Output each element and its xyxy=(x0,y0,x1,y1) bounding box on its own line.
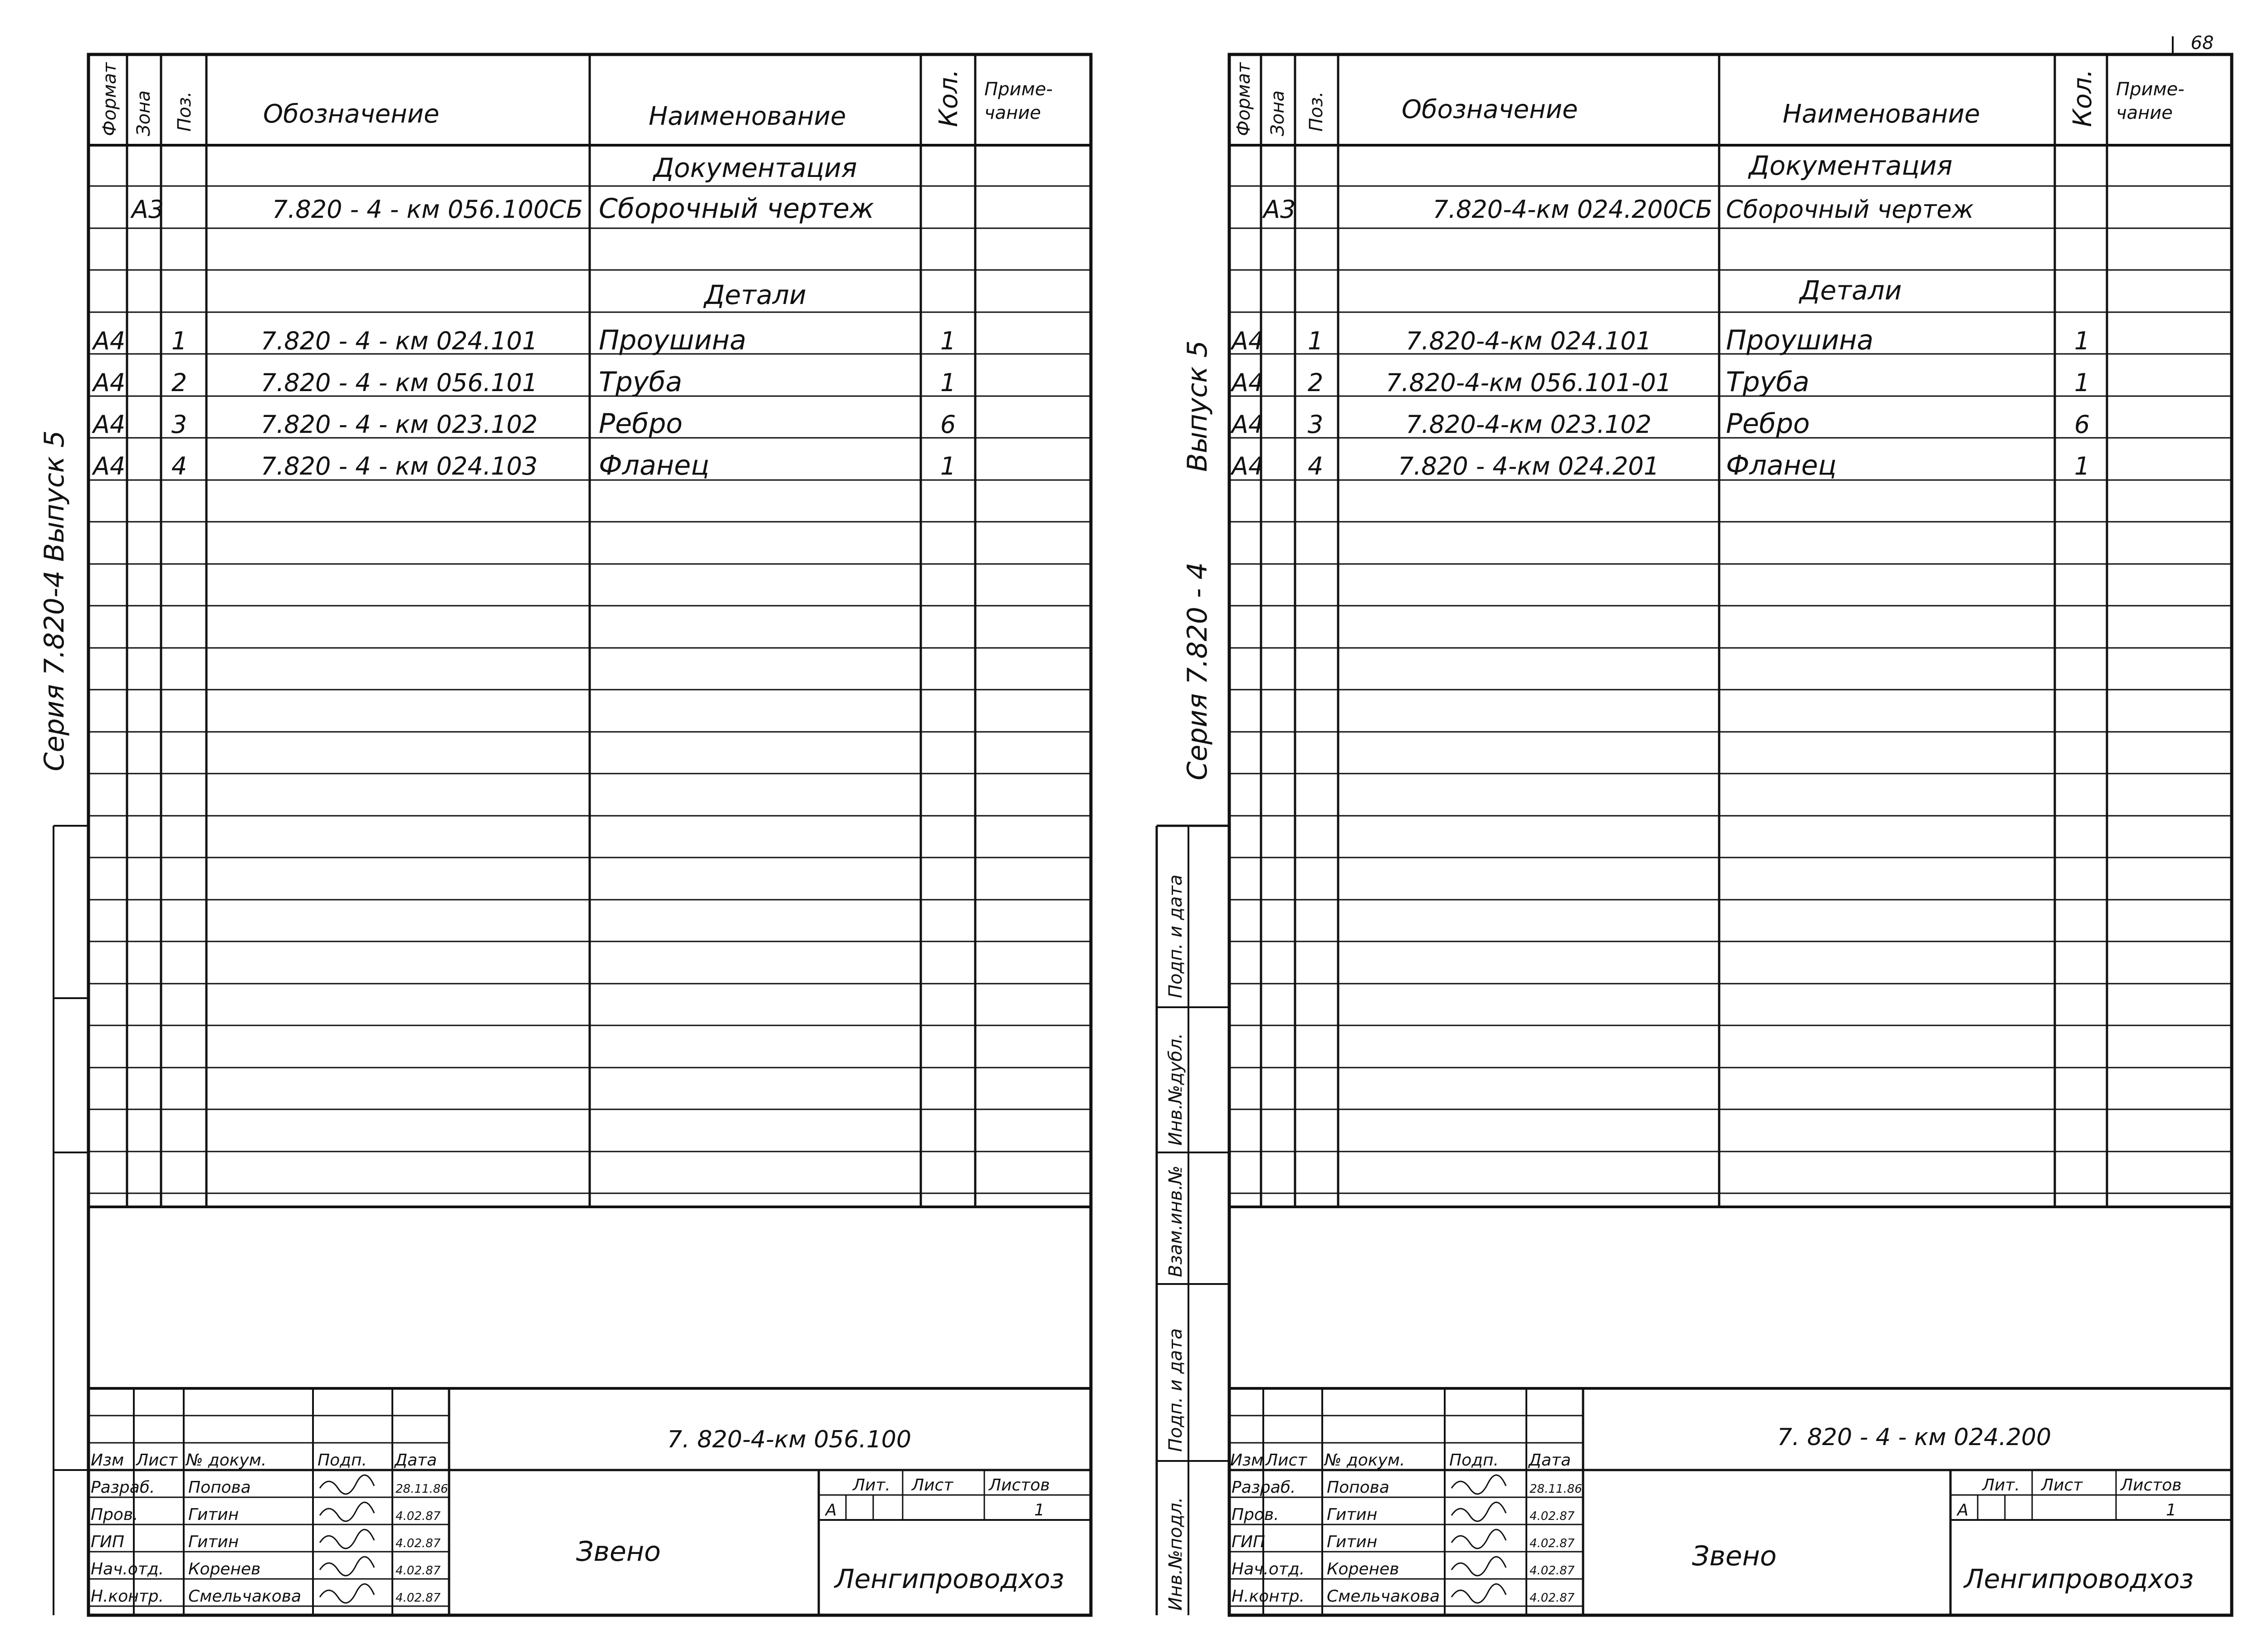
left-tb-lists-label: Листов xyxy=(989,1476,1050,1495)
left-section-details: Детали xyxy=(704,279,807,310)
right-tb-role-2: Пров. xyxy=(1232,1505,1279,1524)
right-row-3-name: Ребро xyxy=(1726,408,1810,440)
left-col-designation: Обозначение xyxy=(263,99,440,129)
left-row-3-format: А4 xyxy=(93,410,126,439)
left-tb-role-2: Пров. xyxy=(91,1505,138,1524)
right-stamp-inv-podl: Инв.№подл. xyxy=(1165,1497,1186,1611)
right-tb-name-2: Гитин xyxy=(1327,1505,1378,1524)
right-col-format: Формат xyxy=(1233,62,1254,136)
right-tb-signature-2 xyxy=(1452,1502,1506,1521)
left-row-2-qty: 1 xyxy=(940,368,956,397)
left-col-qty: Кол. xyxy=(934,69,963,127)
left-tb-people xyxy=(91,1475,448,1606)
right-row-1-pos: 1 xyxy=(1307,327,1324,355)
left-doc-format: А3 xyxy=(132,195,164,224)
left-row-1-qty: 1 xyxy=(940,327,956,355)
right-row-3-designation: 7.820-4-км 023.102 xyxy=(1406,410,1652,439)
right-doc-designation: 7.820-4-км 024.200СБ xyxy=(1432,195,1712,224)
left-side-label: Серия 7.820-4 Выпуск 5 xyxy=(39,430,70,771)
left-tb-signature-2 xyxy=(320,1502,374,1521)
left-tb-list-label: Лист xyxy=(912,1476,953,1495)
left-row-2-name: Труба xyxy=(599,366,683,398)
right-tb-lists-label: Листов xyxy=(2121,1476,2182,1495)
right-row-2-pos: 2 xyxy=(1307,368,1324,397)
right-tb-list-label: Лист xyxy=(2041,1476,2083,1495)
left-tb-izm: Изм xyxy=(91,1451,124,1470)
right-row-1-format: А4 xyxy=(1232,327,1264,355)
right-col-designation: Обозначение xyxy=(1402,95,1578,124)
left-tb-code: 7. 820-4-км 056.100 xyxy=(667,1426,912,1453)
left-row-3-designation: 7.820 - 4 - км 023.102 xyxy=(260,410,538,439)
left-row-1-format: А4 xyxy=(93,327,126,355)
right-doc-format: А3 xyxy=(1263,195,1296,224)
left-tb-name-3: Гитин xyxy=(188,1533,239,1551)
left-row-2-format: А4 xyxy=(93,368,126,397)
left-row-3-pos: 3 xyxy=(171,410,187,439)
left-row-4-name: Фланец xyxy=(599,450,709,481)
left-tb-signature-1 xyxy=(320,1475,374,1494)
left-col-name: Наименование xyxy=(649,102,846,131)
left-sheet xyxy=(54,54,1091,1615)
right-row-1-designation: 7.820-4-км 024.101 xyxy=(1406,327,1652,355)
left-doc-designation: 7.820 - 4 - км 056.100СБ xyxy=(272,195,583,224)
right-tb-izm: Изм xyxy=(1230,1451,1264,1470)
right-row-1-qty: 1 xyxy=(2074,327,2090,355)
right-row-4-format: А4 xyxy=(1232,452,1264,480)
right-col-zone: Зона xyxy=(1267,90,1288,136)
right-tb-role-5: Н.контр. xyxy=(1232,1587,1305,1606)
right-tb-role-4: Нач.отд. xyxy=(1232,1560,1305,1578)
left-tb-lit-label: Лит. xyxy=(853,1476,890,1495)
left-row-4-designation: 7.820 - 4 - км 024.103 xyxy=(260,452,538,480)
left-row-1-pos: 1 xyxy=(171,327,187,355)
left-tb-item-name: Звено xyxy=(576,1536,661,1568)
right-row-3-qty: 6 xyxy=(2074,410,2090,439)
right-tb-list: Лист xyxy=(1266,1451,1307,1470)
right-section-documentation: Документация xyxy=(1749,150,1953,181)
right-tb-name-4: Коренев xyxy=(1327,1560,1399,1578)
left-detail-rows xyxy=(92,324,956,481)
left-tb-org: Ленгипроводхоз xyxy=(835,1563,1065,1594)
right-tb-date-4: 4.02.87 xyxy=(1530,1564,1575,1578)
left-tb-name-5: Смельчакова xyxy=(188,1587,302,1606)
left-row-4-qty: 1 xyxy=(940,452,956,480)
right-col-pos: Поз. xyxy=(1306,91,1327,132)
right-row-4-qty: 1 xyxy=(2074,452,2090,480)
left-tb-sign: Подп. xyxy=(318,1451,367,1470)
left-tb-signature-3 xyxy=(320,1529,374,1549)
right-row-3-format: А4 xyxy=(1232,410,1264,439)
right-stamp-inv-dubl: Инв.№дубл. xyxy=(1165,1033,1186,1146)
left-col-format: Формат xyxy=(99,62,120,136)
left-tb-name-4: Коренев xyxy=(188,1560,261,1578)
right-tb-name-1: Попова xyxy=(1327,1478,1389,1497)
right-row-4-name: Фланец xyxy=(1726,450,1837,481)
right-tb-role-3: ГИП xyxy=(1232,1533,1266,1551)
right-tb-doc: № докум. xyxy=(1325,1451,1405,1470)
right-row-2-qty: 1 xyxy=(2074,368,2090,397)
right-col-name: Наименование xyxy=(1783,99,1980,129)
right-row-4-pos: 4 xyxy=(1307,452,1324,480)
left-row-2-pos: 2 xyxy=(171,368,187,397)
left-tb-role-5: Н.контр. xyxy=(91,1587,164,1606)
left-tb-name-1: Попова xyxy=(188,1478,251,1497)
right-tb-signature-5 xyxy=(1452,1584,1506,1603)
left-tb-date-2: 4.02.87 xyxy=(396,1510,441,1523)
right-stamp-vzam-inv: Взам.инв.№ xyxy=(1165,1165,1186,1277)
right-sheet xyxy=(1157,36,2232,1615)
right-tb-signature-3 xyxy=(1452,1529,1506,1549)
right-tb-lists-value: 1 xyxy=(2166,1501,2176,1519)
left-tb-signature-5 xyxy=(320,1584,374,1603)
page-number: 68 xyxy=(2190,33,2214,54)
left-tb-date-4: 4.02.87 xyxy=(396,1564,441,1578)
left-row-2-designation: 7.820 - 4 - км 056.101 xyxy=(260,368,538,397)
right-stamp-sign-date-1: Подп. и дата xyxy=(1165,874,1186,998)
right-tb-name-5: Смельчакова xyxy=(1327,1587,1440,1606)
right-tb-date-1: 28.11.86 xyxy=(1530,1482,1582,1496)
right-side-series: Серия 7.820 - 4 xyxy=(1182,562,1213,780)
right-tb-people xyxy=(1232,1475,1582,1606)
right-tb-lit-value: А xyxy=(1957,1501,1969,1519)
left-doc-name: Сборочный чертеж xyxy=(599,193,874,225)
right-row-2-format: А4 xyxy=(1232,368,1264,397)
right-side-issue: Выпуск 5 xyxy=(1182,340,1213,472)
left-tb-doc: № докум. xyxy=(186,1451,267,1470)
left-tb-date-1: 28.11.86 xyxy=(396,1482,448,1496)
left-row-1-name: Проушина xyxy=(599,324,747,356)
right-doc-name: Сборочный чертеж xyxy=(1726,195,1974,224)
right-tb-signature-4 xyxy=(1452,1557,1506,1576)
right-tb-name-3: Гитин xyxy=(1327,1533,1378,1551)
right-tb-role-1: Разраб. xyxy=(1232,1478,1296,1497)
left-tb-list: Лист xyxy=(136,1451,178,1470)
right-detail-rows xyxy=(1230,324,2090,481)
right-tb-code: 7. 820 - 4 - км 024.200 xyxy=(1777,1424,2052,1451)
right-row-4-designation: 7.820 - 4-км 024.201 xyxy=(1398,452,1660,480)
right-row-2-designation: 7.820-4-км 056.101-01 xyxy=(1386,368,1672,397)
left-col-pos: Поз. xyxy=(174,91,195,132)
right-tb-signature-1 xyxy=(1452,1475,1506,1494)
left-tb-date-5: 4.02.87 xyxy=(396,1591,441,1605)
right-tb-date-2: 4.02.87 xyxy=(1530,1510,1575,1523)
left-tb-lists-value: 1 xyxy=(1034,1501,1045,1519)
right-section-details: Детали xyxy=(1799,275,1902,306)
right-stamp-sign-date-2: Подп. и дата xyxy=(1165,1328,1186,1452)
left-section-documentation: Документация xyxy=(653,152,857,183)
left-tb-role-3: ГИП xyxy=(91,1533,125,1551)
left-row-4-format: А4 xyxy=(93,452,126,480)
left-col-zone: Зона xyxy=(133,90,154,136)
right-tb-date-3: 4.02.87 xyxy=(1530,1537,1575,1550)
left-row-4-pos: 4 xyxy=(171,452,187,480)
left-row-3-name: Ребро xyxy=(599,408,683,440)
right-row-1-name: Проушина xyxy=(1726,324,1874,356)
right-tb-sign: Подп. xyxy=(1449,1451,1499,1470)
left-tb-role-4: Нач.отд. xyxy=(91,1560,164,1578)
left-tb-date-3: 4.02.87 xyxy=(396,1537,441,1550)
left-tb-signature-4 xyxy=(320,1557,374,1576)
right-tb-org: Ленгипроводхоз xyxy=(1964,1563,2194,1594)
right-tb-lit-label: Лит. xyxy=(1982,1476,2020,1495)
left-row-3-qty: 6 xyxy=(940,410,956,439)
right-row-2-name: Труба xyxy=(1726,366,1810,398)
left-tb-name-2: Гитин xyxy=(188,1505,239,1524)
right-tb-date-5: 4.02.87 xyxy=(1530,1591,1575,1605)
right-tb-item-name: Звено xyxy=(1692,1540,1777,1572)
left-tb-date: Дата xyxy=(395,1451,437,1470)
right-tb-date: Дата xyxy=(1529,1451,1571,1470)
left-tb-role-1: Разраб. xyxy=(91,1478,155,1497)
right-row-3-pos: 3 xyxy=(1307,410,1324,439)
left-col-note: Приме-чание xyxy=(984,79,1053,123)
left-tb-lit-value: А xyxy=(826,1501,837,1519)
right-col-note: Приме-чание xyxy=(2116,79,2185,123)
left-row-1-designation: 7.820 - 4 - км 024.101 xyxy=(260,327,538,355)
right-col-qty: Кол. xyxy=(2068,69,2097,127)
